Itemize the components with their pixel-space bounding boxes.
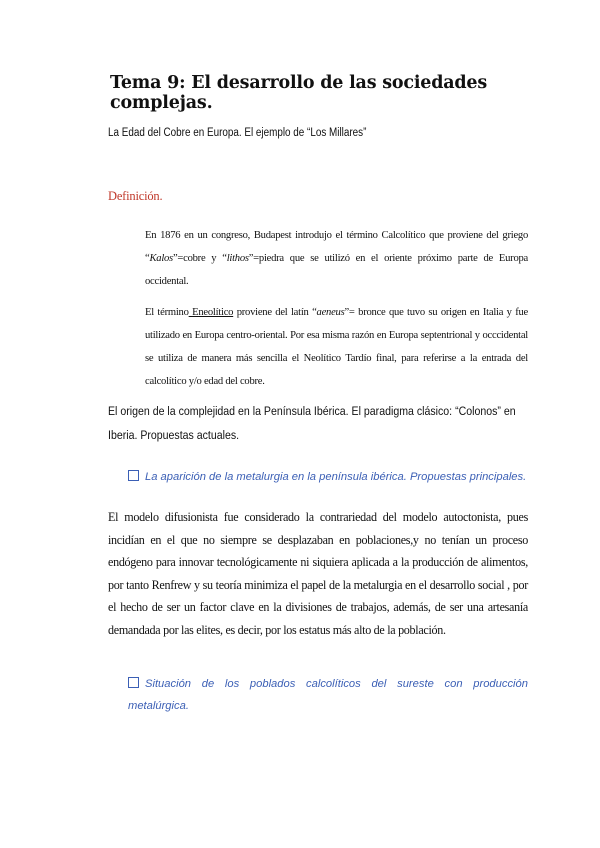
checkbox-bullet-icon xyxy=(128,677,139,688)
bullet-item-metalurgia xyxy=(128,466,528,488)
p1-kalos: Kalos xyxy=(149,253,173,264)
p1-lithos: lithos xyxy=(226,253,249,264)
definition-paragraph-1 xyxy=(145,224,528,293)
page-title: Tema 9: El desarrollo de las sociedades complejas. xyxy=(110,73,487,113)
origin-heading: El origen de la complejidad en la Península Ibérica. El paradigma clásico: “Colonos” en Iberia. Propuestas actuales. xyxy=(108,404,516,442)
definition-paragraph-2 xyxy=(145,301,528,393)
section-subtitle: La Edad del Cobre en Europa. El ejemplo de “Los Millares” xyxy=(108,127,367,139)
p2-aeneus: aeneus xyxy=(316,307,345,318)
bullet-item-poblados xyxy=(128,673,528,717)
p2-text-c: ”= bronce que tuvo su origen en Italia y fue utilizado en Europa centro-oriental. Por esa misma razón en Europa septentrional y occcidental se utiliza de manera más sencilla el Neolítico Tardío final, para referirse a la entrada del calcolítico y/o edad del cobre. xyxy=(145,307,529,387)
bullet-1-text: La aparición de la metalurgia en la península ibérica. Propuestas principales. xyxy=(145,471,527,483)
model-paragraph: El modelo difusionista fue considerado la contrariedad del modelo autoctonista, pues incidían en el que no siempre se desplazaban en poblaciones,y no tenían un proceso endógeno para innovar tecnológicamente ni siquiera aplicada a la producción de alimentos, por tanto Renfrew y su teoría minimiza el papel de la metalurgia en el desarrollo social , por el hecho de ser un factor clave en la divisiones de trabajos, además, de ser una artesanía demandada por las elites, es decir, por los estatus más alto de la población. xyxy=(108,510,528,637)
p1-text-a: En 1876 en un congreso, Budapest introdujo el término Calcolítico que proviene del griego “ xyxy=(145,230,528,264)
p2-text-b: proviene del latín “ xyxy=(233,307,317,318)
bullet-2-text: Situación de los poblados calcolíticos del sureste con producción metalúrgica. xyxy=(128,678,528,712)
definition-heading: Definición. xyxy=(108,189,163,203)
p1-text-b: ”=cobre y “ xyxy=(172,253,227,264)
p2-text-a: El término xyxy=(145,307,189,318)
p1-text-c: ”=piedra que se utilizó en el oriente próximo parte de Europa occidental. xyxy=(145,253,528,287)
checkbox-bullet-icon xyxy=(128,470,139,481)
p2-eneolitico: Eneolítico xyxy=(188,307,234,318)
